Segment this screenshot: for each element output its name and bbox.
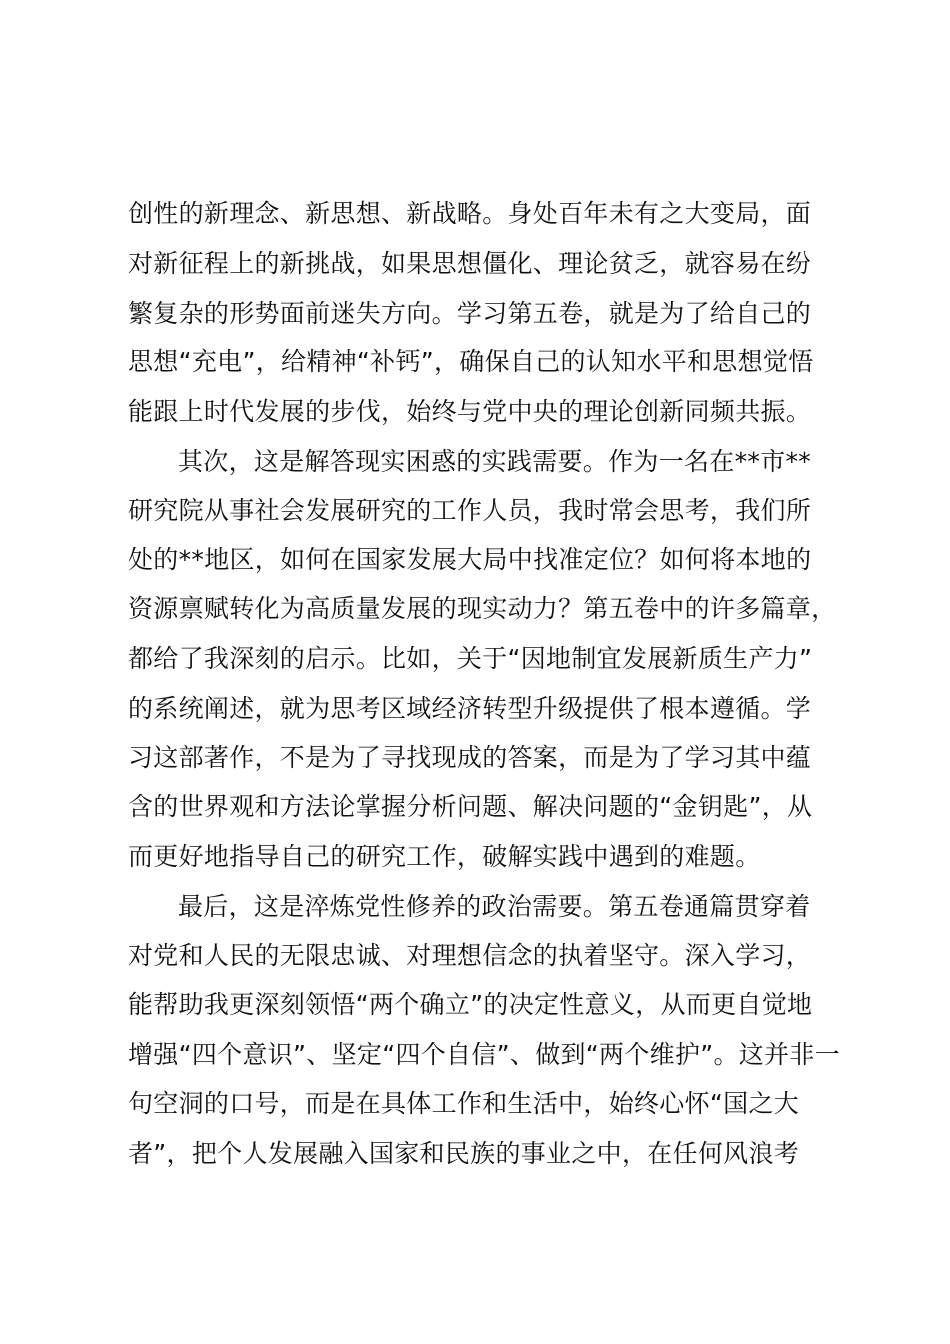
text-line: 增强“四个意识”、坚定“四个自信”、做到“两个维护”。这并非一 xyxy=(128,1040,841,1069)
text-line: 创性的新理念、新思想、新战略。身处百年未有之大变局，面 xyxy=(128,199,812,228)
text-line: 习这部著作，不是为了寻找现成的答案，而是为了学习其中蕴 xyxy=(128,743,812,772)
text-line: 思想“充电”，给精神“补钙”，确保自己的认知水平和思想觉悟 xyxy=(128,347,814,376)
text-line: 对新征程上的新挑战，如果思想僵化、理论贫乏，就容易在纷 xyxy=(128,249,812,278)
paragraph-first-line: 最后，这是淬炼党性修养的政治需要。第五卷通篇贯穿着 xyxy=(178,892,811,921)
text-line: 而更好地指导自己的研究工作，破解实践中遇到的难题。 xyxy=(128,842,761,871)
text-line: 繁复杂的形势面前迷失方向。学习第五卷，就是为了给自己的 xyxy=(128,299,812,328)
text-line: 句空洞的口号，而是在具体工作和生活中，始终心怀“国之大 xyxy=(128,1089,800,1118)
text-line: 对党和人民的无限忠诚、对理想信念的执着坚守。深入学习， xyxy=(128,941,812,970)
paragraph-first-line: 其次，这是解答现实困惑的实践需要。作为一名在**市** xyxy=(178,447,812,476)
text-line: 资源禀赋转化为高质量发展的现实动力？第五卷中的许多篇章， xyxy=(128,594,837,623)
text-line: 的系统阐述，就为思考区域经济转型升级提供了根本遵循。学 xyxy=(128,694,812,723)
text-line: 处的**地区，如何在国家发展大局中找准定位？如何将本地的 xyxy=(128,545,812,574)
text-line: 研究院从事社会发展研究的工作人员，我时常会思考，我们所 xyxy=(128,496,812,525)
text-line: 能帮助我更深刻领悟“两个确立”的决定性意义，从而更自觉地 xyxy=(128,990,813,1019)
text-line: 者”，把个人发展融入国家和民族的事业之中，在任何风浪考 xyxy=(128,1139,800,1168)
text-line: 都给了我深刻的启示。比如，关于“因地制宜发展新质生产力” xyxy=(128,644,813,673)
text-line: 能跟上时代发展的步伐，始终与党中央的理论创新同频共振。 xyxy=(128,397,812,426)
text-line: 含的世界观和方法论掌握分析问题、解决问题的“金钥匙”，从 xyxy=(128,792,813,821)
